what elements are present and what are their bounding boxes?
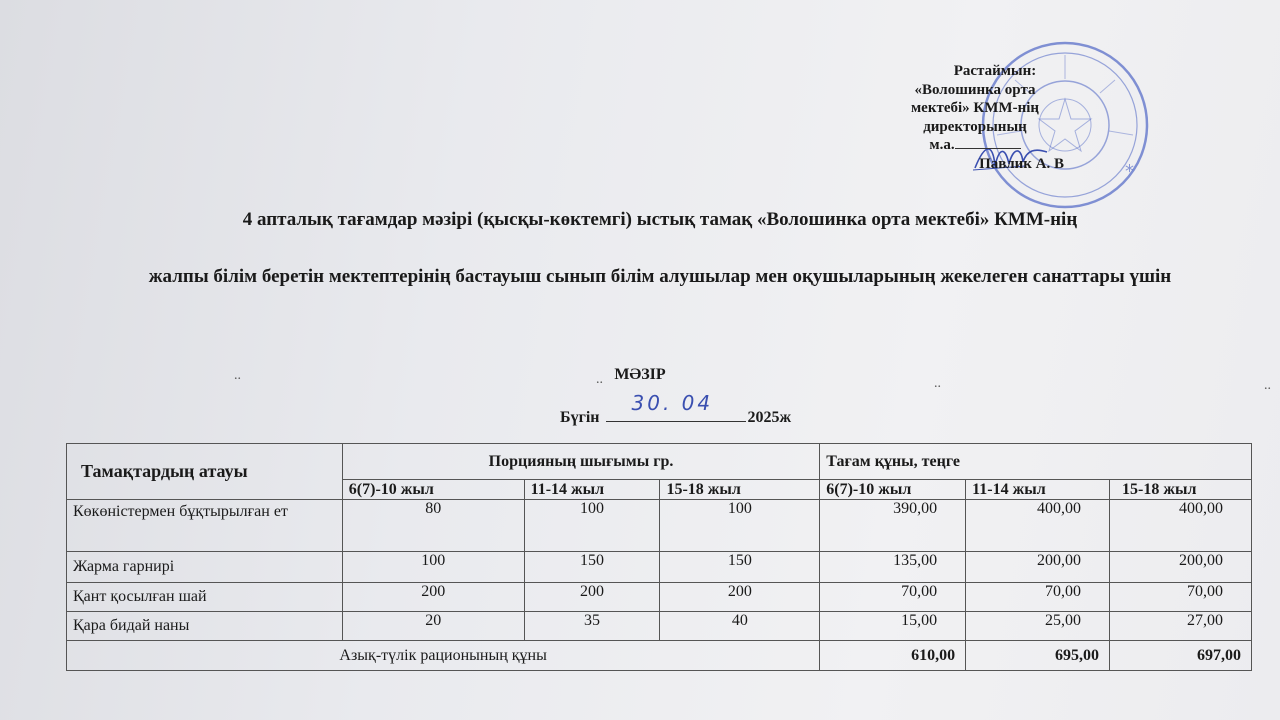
cost-cell: 70,00 (966, 583, 1110, 612)
svg-text:*: * (1125, 161, 1134, 182)
approval-acting-label: м.а. (929, 137, 955, 153)
table-row (67, 500, 1252, 552)
portion-cell: 200 (660, 583, 820, 612)
subheader-age: 15-18 жыл (660, 480, 820, 500)
dish-name: Қара бидай наны (67, 612, 343, 641)
header-dish-name: Тамақтардың атауы (67, 444, 343, 500)
approval-line-1: Растаймын: (953, 63, 1037, 79)
date-suffix: 2025ж (747, 409, 792, 426)
portion-cell: 80 (342, 500, 524, 552)
menu-title-line-1: 4 апталық тағамдар мәзірі (қысқы-көктемгі) ыстық тамақ «Волошинка орта мектебі» КММ-нің (242, 209, 1078, 230)
total-cost: 610,00 (820, 641, 966, 671)
table-header-row (67, 444, 1252, 480)
date-prefix: Бүгін (560, 409, 600, 426)
portion-cell: 40 (660, 612, 820, 641)
subheader-age: 11-14 жыл (966, 480, 1110, 500)
subheader-age: 6(7)-10 жыл (342, 480, 524, 500)
total-cost: 697,00 (1110, 641, 1252, 671)
cost-cell: 70,00 (820, 583, 966, 612)
cost-cell: 135,00 (820, 552, 966, 583)
signature-line (955, 136, 1021, 149)
approval-line-4: директорының (923, 118, 1027, 135)
portion-cell: 20 (342, 612, 524, 641)
portion-cell: 100 (342, 552, 524, 583)
approval-block (880, 62, 1070, 173)
menu-table (66, 443, 1252, 671)
menu-title-line-2: жалпы білім беретін мектептерінің бастауыш сынып білім алушылар мен оқушыларының жекелеген санаттары үшін (148, 266, 1172, 287)
portion-cell: 200 (342, 583, 524, 612)
table-total-row (67, 641, 1252, 671)
handwritten-date: 30. 04 (631, 391, 714, 415)
dish-name: Көкөністермен бұқтырылған ет (67, 500, 343, 552)
portion-cell: 35 (524, 612, 660, 641)
total-cost: 695,00 (966, 641, 1110, 671)
dish-name: Жарма гарнирі (67, 552, 343, 583)
cost-cell: 200,00 (966, 552, 1110, 583)
cost-cell: 400,00 (966, 500, 1110, 552)
portion-cell: 100 (524, 500, 660, 552)
dot-mark: .. (934, 376, 941, 391)
cost-cell: 400,00 (1110, 500, 1252, 552)
cost-cell: 25,00 (966, 612, 1110, 641)
subheader-age: 11-14 жыл (524, 480, 660, 500)
header-cost: Тағам құны, теңге (820, 444, 1252, 480)
approval-line-2: «Волошинка орта (914, 81, 1036, 98)
table-row (67, 612, 1252, 641)
cost-cell: 15,00 (820, 612, 966, 641)
portion-cell: 150 (660, 552, 820, 583)
approval-line-3: мектебі» КММ-нің (910, 100, 1040, 116)
cost-cell: 70,00 (1110, 583, 1252, 612)
portion-cell: 150 (524, 552, 660, 583)
dot-mark: .. (596, 372, 603, 387)
date-row (560, 391, 792, 427)
cost-cell: 27,00 (1110, 612, 1252, 641)
dot-mark: .. (1264, 378, 1271, 393)
cost-cell: 390,00 (820, 500, 966, 552)
portion-cell: 200 (524, 583, 660, 612)
date-field (606, 391, 746, 422)
approval-line-5 (880, 136, 1070, 155)
table-row (67, 552, 1252, 583)
header-portion: Порцияның шығымы гр. (342, 444, 819, 480)
menu-label: МӘЗІР (614, 366, 666, 383)
subheader-age: 15-18 жыл (1110, 480, 1252, 500)
approval-director-name: Павлик А. В (979, 155, 1064, 172)
dish-name: Қант қосылған шай (67, 583, 343, 612)
total-label: Азық-түлік рационының құны (67, 641, 820, 671)
table-row (67, 583, 1252, 612)
dot-mark: .. (234, 368, 241, 383)
subheader-age: 6(7)-10 жыл (820, 480, 966, 500)
portion-cell: 100 (660, 500, 820, 552)
cost-cell: 200,00 (1110, 552, 1252, 583)
